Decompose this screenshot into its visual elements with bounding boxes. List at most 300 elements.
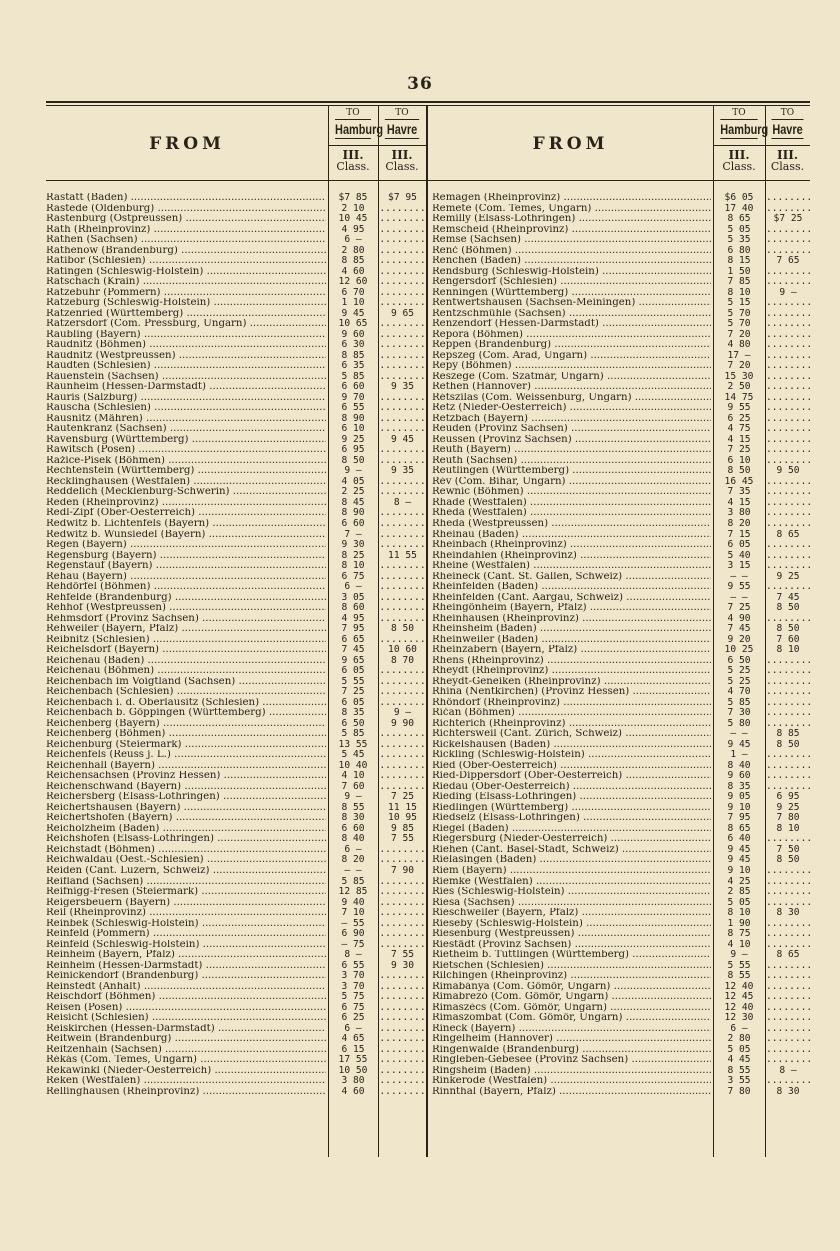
hamburg-fare: 8 25 — [341, 549, 365, 561]
havre-fare: 9 25 — [776, 570, 800, 582]
table-row — [46, 1013, 426, 1024]
table-row — [432, 360, 813, 372]
havre-fare: ........ — [766, 1043, 813, 1055]
hamburg-fare: 4 60 — [341, 1085, 365, 1097]
table-row — [46, 940, 426, 951]
havre-fare: ........ — [379, 854, 426, 866]
station-name: Reszege (Com. Szatmár, Ungarn) ..... — [432, 372, 711, 383]
havre-fare: 10 95 — [388, 812, 417, 824]
havre-fare: ........ — [379, 1075, 426, 1087]
hamburg-fare: 3 15 — [727, 560, 751, 572]
station-name: Rekawinkl (Nieder-Oesterreich) ..... — [46, 1066, 326, 1077]
havre-fare: $7 95 — [388, 192, 417, 203]
havre-fare: ........ — [379, 560, 426, 572]
table-row — [432, 234, 813, 246]
havre-fare: ........ — [379, 886, 426, 898]
hamburg-fare: 5 85 — [341, 728, 365, 740]
station-name: Rheinzabern (Bayern, Pfalz) ..... — [432, 645, 711, 656]
table-row — [46, 498, 426, 509]
havre-fare: ........ — [379, 528, 426, 540]
havre-fare: ........ — [379, 843, 426, 855]
havre-fare: ........ — [379, 265, 426, 277]
table-row — [46, 267, 426, 278]
hamburg-fare: 12 40 — [724, 980, 754, 992]
table-row — [46, 477, 426, 488]
table-row — [432, 603, 810, 614]
havre-fare: ........ — [379, 1033, 426, 1045]
station-name: Rilchingen (Rheinprovinz) ..... — [432, 971, 711, 982]
station-name: Rhöndorf (Rheinprovinz) ..... — [432, 698, 711, 709]
station-name: Rehweiler (Bayern, Pfalz) ..... — [46, 624, 326, 635]
havre-fare: ........ — [766, 780, 813, 792]
table-row — [432, 412, 813, 425]
station-name: Rethen (Hannover) ..... — [432, 382, 711, 393]
station-name: Ried (Ober-Oesterreich) ..... — [432, 761, 711, 772]
hamburg-fare: 6 75 — [341, 570, 365, 582]
havre-fare: ........ — [379, 770, 426, 782]
hamburg-fare: 4 65 — [341, 1033, 365, 1045]
station-name: Rheineck (Cant. St. Gallen, Schweiz) ..... — [432, 572, 711, 583]
hamburg-fare: 8 65 — [727, 213, 751, 225]
header-bottom-rule — [46, 180, 810, 181]
station-name: Řewnic (Böhmen) ..... — [432, 487, 711, 498]
havre-fare: ........ — [379, 917, 426, 929]
table-row — [46, 372, 426, 383]
table-row — [46, 246, 426, 257]
table-row — [46, 750, 426, 761]
hamburg-fare: 8 — — [344, 949, 362, 961]
table-row — [432, 833, 813, 845]
hamburg-fare: 6 30 — [341, 339, 365, 351]
table-row — [432, 530, 810, 541]
table-row — [432, 307, 813, 320]
table-row — [46, 456, 426, 467]
station-name: Raubling (Bayern) ..... — [46, 330, 326, 341]
havre-fare: ........ — [766, 276, 813, 288]
hamburg-fare: 8 90 — [341, 412, 365, 424]
havre-fare: ........ — [379, 349, 426, 361]
hamburg-fare: 9 55 — [727, 402, 751, 414]
table-row — [46, 1066, 426, 1077]
station-name: Rheinfelden (Baden) ..... — [432, 582, 711, 593]
hamburg-fare: 9 55 — [727, 581, 751, 593]
station-name: Rehmsdorf (Provinz Sachsen) ..... — [46, 614, 326, 625]
hamburg-fare: 4 10 — [341, 770, 365, 782]
station-name: Rhina (Nentkirchen) (Provinz Hessen) ..... — [432, 687, 711, 698]
havre-fare: ........ — [379, 728, 426, 740]
hamburg-fare: 9 45 — [727, 843, 751, 855]
station-name: Redl-Zipf (Ober-Oesterreich) ..... — [46, 508, 326, 519]
station-name: Regensburg (Bayern) ..... — [46, 551, 326, 562]
table-row — [46, 225, 426, 236]
hamburg-fare: 9 70 — [341, 391, 365, 403]
hamburg-fare: 9 25 — [341, 433, 365, 445]
havre-fare: ........ — [766, 1012, 813, 1024]
hamburg-fare: 3 70 — [341, 980, 365, 992]
hamburg-fare: 9 30 — [341, 539, 365, 551]
havre-fare: ........ — [766, 875, 813, 887]
station-name: Rendsburg (Schleswig-Holstein) ..... — [432, 267, 711, 278]
hamburg-fare: 9 65 — [341, 654, 365, 666]
table-row — [46, 855, 426, 866]
hamburg-fare: 5 55 — [727, 959, 751, 971]
station-name: Rimaszombat (Com. Gömör, Ungarn) ..... — [432, 1013, 711, 1024]
havre-fare: ........ — [379, 665, 426, 677]
table-row — [46, 603, 426, 614]
havre-fare: $7 25 — [773, 213, 803, 225]
table-row — [46, 466, 426, 477]
table-row — [46, 719, 426, 730]
hamburg-fare: 2 25 — [341, 486, 365, 498]
table-row — [46, 551, 426, 562]
havre-fare: 6 95 — [776, 791, 800, 803]
havre-fare: 9 50 — [776, 465, 800, 477]
station-name: Remscheid (Rheinprovinz) ..... — [432, 225, 711, 236]
havre-fare: 9 85 — [390, 822, 415, 834]
table-row — [46, 614, 426, 625]
havre-fare: ........ — [766, 234, 813, 246]
havre-fare: ........ — [766, 1075, 813, 1087]
station-name: Riedlingen (Württemberg) ..... — [432, 803, 711, 814]
station-name: Rheydt-Geneiken (Rheinprovinz) ..... — [432, 677, 711, 688]
hamburg-fare: 9 45 — [727, 738, 751, 750]
table-row — [432, 454, 813, 467]
hamburg-fare: 7 25 — [727, 444, 751, 456]
table-row — [432, 624, 810, 635]
havre-fare: ........ — [379, 370, 426, 382]
hamburg-fare: 5 80 — [727, 717, 751, 729]
station-name: Reichensachsen (Provinz Hessen) ..... — [46, 771, 326, 782]
station-name: Ratschach (Krain) ..... — [46, 277, 326, 288]
station-name: Regen (Bayern) ..... — [46, 540, 326, 551]
table-row — [432, 223, 813, 236]
station-name: Ried-Dippersdorf (Ober-Oesterreich) ..... — [432, 771, 711, 782]
havre-fare: ........ — [766, 560, 813, 572]
havre-fare: ........ — [766, 265, 813, 277]
table-row — [432, 192, 813, 204]
havre-fare: ........ — [379, 507, 426, 519]
table-row — [432, 928, 813, 940]
table-row — [432, 780, 813, 793]
hamburg-fare: 8 65 — [727, 822, 751, 834]
hamburg-fare: 5 35 — [727, 234, 751, 246]
hamburg-fare: 12 30 — [724, 1012, 754, 1024]
havre-fare: ........ — [379, 749, 426, 761]
table-row — [46, 593, 426, 604]
table-row — [432, 696, 813, 709]
hamburg-fare: 6 05 — [341, 665, 365, 677]
havre-fare: ........ — [766, 1033, 813, 1045]
hamburg-fare: 5 40 — [727, 549, 751, 561]
hamburg-fare: 4 80 — [727, 339, 751, 351]
havre-fare: 10 60 — [388, 644, 417, 656]
hamburg-fare: 9 40 — [341, 896, 365, 908]
station-name: Rathenow (Brandenburg) ..... — [46, 246, 326, 257]
hamburg-fare: 1 10 — [341, 297, 365, 309]
table-row — [46, 256, 426, 267]
havre-fare: ........ — [766, 423, 813, 435]
havre-fare: ........ — [766, 454, 813, 466]
table-row — [46, 508, 426, 519]
table-row — [46, 803, 426, 814]
hamburg-fare: 12 85 — [338, 886, 368, 898]
hamburg-fare: 7 10 — [341, 907, 365, 919]
station-name: Retzbach (Bayern) ..... — [432, 414, 711, 425]
hamburg-fare: 5 75 — [341, 991, 365, 1003]
station-name: Reppen (Brandenburg) ..... — [432, 340, 711, 351]
table-row — [432, 770, 813, 782]
havre-fare: ........ — [379, 1022, 426, 1034]
hamburg-fare: 4 10 — [727, 938, 751, 950]
table-row — [46, 740, 426, 751]
hamburg-fare: 7 45 — [341, 644, 365, 656]
table-row — [432, 339, 813, 351]
table-row — [46, 330, 426, 341]
station-name: Repszeg (Com. Arad, Ungarn) ..... — [432, 351, 711, 362]
table-row — [432, 908, 810, 919]
table-row — [46, 288, 426, 299]
hamburg-header: TO Hamburg III. Class. — [328, 106, 378, 180]
hamburg-fare: 8 15 — [727, 255, 751, 267]
table-row — [432, 865, 813, 877]
table-row — [46, 1045, 426, 1056]
table-row — [46, 782, 426, 793]
station-name: Ražice-Pisek (Böhmen) ..... — [46, 456, 326, 467]
hamburg-fare: 5 05 — [727, 223, 751, 235]
havre-fare: ........ — [379, 297, 426, 309]
station-name: Regenstauf (Bayern) ..... — [46, 561, 326, 572]
station-name: Reuden (Provinz Sachsen) ..... — [432, 424, 711, 435]
havre-fare: ........ — [379, 970, 426, 982]
station-name: Reichersberg (Elsass-Lothringen) ..... — [46, 792, 326, 803]
station-name: Rév (Com. Bihar, Ungarn) ..... — [432, 477, 711, 488]
hamburg-fare: 3 80 — [341, 1075, 365, 1087]
station-name: Reinfeld (Pommern) ..... — [46, 929, 326, 940]
hamburg-fare: 6 60 — [341, 517, 365, 529]
table-row — [432, 813, 810, 824]
hamburg-fare: 6 05 — [727, 539, 751, 551]
hamburg-fare: 5 85 — [341, 875, 365, 887]
havre-fare: ........ — [766, 318, 813, 330]
table-row — [432, 581, 813, 593]
havre-header: TO Havre III. Class. — [378, 106, 426, 180]
havre-fare: 11 15 — [388, 801, 417, 813]
havre-fare: 9 35 — [390, 381, 415, 393]
havre-fare: ........ — [766, 244, 813, 256]
hamburg-fare: 9 — — [344, 791, 362, 803]
table-row — [432, 349, 813, 362]
table-row — [46, 277, 426, 288]
havre-fare: 7 25 — [390, 791, 415, 803]
hamburg-fare: 4 95 — [341, 223, 365, 235]
table-row — [432, 560, 813, 572]
table-row — [46, 677, 426, 688]
station-name: Reddelich (Mecklenburg-Schwerin) ..... — [46, 487, 326, 498]
hamburg-fare: — 55 — [341, 917, 365, 929]
havre-fare: ........ — [379, 475, 426, 487]
hamburg-fare: 8 35 — [341, 707, 365, 719]
havre-fare: ........ — [379, 1064, 426, 1076]
havre-fare: ........ — [766, 717, 813, 729]
havre-fare: ........ — [766, 675, 813, 687]
table-row — [46, 971, 426, 982]
table-row — [46, 403, 426, 414]
havre-fare: ........ — [379, 444, 426, 456]
station-name: Retz (Nieder-Oesterreich) ..... — [432, 403, 711, 414]
hamburg-fare: 1 — — [730, 749, 748, 761]
hamburg-fare: 5 85 — [341, 370, 365, 382]
table-row — [432, 1087, 810, 1098]
table-row — [432, 391, 813, 404]
havre-fare: ........ — [379, 454, 426, 466]
station-name: Rheydt (Rheinprovinz) ..... — [432, 666, 711, 677]
station-name: Ries (Schleswig-Holstein) ..... — [432, 887, 711, 898]
hamburg-fare: 6 50 — [727, 654, 751, 666]
havre-fare: 8 50 — [776, 738, 800, 750]
havre-fare: 7 55 — [390, 949, 415, 961]
table-row — [432, 855, 810, 866]
station-name: Remete (Com. Temes, Ungarn) ..... — [432, 204, 711, 215]
hamburg-fare: 6 25 — [341, 1012, 365, 1024]
havre-fare: ........ — [766, 328, 813, 340]
hamburg-fare: 2 85 — [727, 886, 751, 898]
station-name: Reibnitz (Schlesien) ..... — [46, 635, 326, 646]
hamburg-fare: 10 65 — [338, 318, 368, 330]
hamburg-fare: 8 40 — [341, 833, 365, 845]
station-name: Reichstadt (Böhmen) ..... — [46, 845, 326, 856]
hamburg-fare: 10 45 — [338, 213, 368, 225]
hamburg-fare: 5 15 — [727, 297, 751, 309]
station-name: Reichertshofen (Bayern) ..... — [46, 813, 326, 824]
table-row — [432, 959, 813, 972]
havre-fare: 8 50 — [776, 854, 800, 866]
station-name: Reichenberg (Böhmen) ..... — [46, 729, 326, 740]
hamburg-fare: 4 05 — [341, 475, 365, 487]
havre-fare: 9 35 — [390, 465, 415, 477]
hamburg-fare: 9 — — [730, 949, 748, 961]
station-name: Reisen (Posen) ..... — [46, 1003, 326, 1014]
station-name: Rielasingen (Baden) ..... — [432, 855, 711, 866]
hamburg-fare: 7 60 — [341, 780, 365, 792]
station-name: Rehdörfel (Böhmen) ..... — [46, 582, 326, 593]
table-row — [46, 572, 426, 583]
table-row — [432, 593, 810, 604]
hamburg-fare: 8 55 — [341, 801, 365, 813]
station-name: Ringenwalde (Brandenburg) ..... — [432, 1045, 711, 1056]
station-name: Rheinfelden (Cant. Aargau, Schweiz) ..... — [432, 593, 711, 604]
station-name: Rickling (Schleswig-Holstein) ..... — [432, 750, 711, 761]
hamburg-fare: 8 45 — [341, 496, 365, 508]
havre-fare: 7 90 — [390, 865, 415, 876]
havre-fare: ........ — [379, 339, 426, 351]
table-row — [46, 908, 426, 919]
table-row — [46, 340, 426, 351]
havre-fare: ........ — [379, 633, 426, 645]
hamburg-fare: 5 25 — [727, 665, 751, 677]
station-name: Reichenbach im Voigtland (Sachsen) ..... — [46, 677, 326, 688]
havre-fare: 8 65 — [776, 949, 800, 961]
table-row — [46, 687, 426, 698]
table-row — [432, 886, 813, 898]
station-name: Rhade (Westfalen) ..... — [432, 498, 711, 509]
station-name: Reinickendorf (Brandenburg) ..... — [46, 971, 326, 982]
station-name: Rehau (Bayern) ..... — [46, 572, 326, 583]
table-row — [432, 875, 813, 888]
hamburg-fare: 6 — — [730, 1022, 748, 1034]
hamburg-fare: — 75 — [341, 938, 365, 950]
havre-fare: ........ — [766, 349, 813, 361]
havre-fare: ........ — [766, 539, 813, 551]
station-name: Rieschweiler (Bayern, Pfalz) ..... — [432, 908, 711, 919]
havre-fare: ........ — [766, 886, 813, 898]
hamburg-fare: 6 50 — [341, 717, 365, 729]
hamburg-fare: 12 45 — [724, 991, 754, 1003]
table-row — [432, 950, 810, 961]
havre-fare: 7 60 — [776, 633, 800, 645]
table-row — [46, 961, 426, 972]
havre-fare: ........ — [766, 1022, 813, 1034]
station-name: Reden (Rheinprovinz) ..... — [46, 498, 326, 509]
table-row — [432, 517, 813, 530]
table-row — [432, 740, 810, 751]
table-row — [432, 572, 810, 583]
station-name: Rawitsch (Posen) ..... — [46, 445, 326, 456]
havre-fare: ........ — [766, 223, 813, 235]
havre-fare: 8 50 — [776, 623, 800, 635]
hamburg-fare: 15 30 — [724, 370, 754, 382]
table-row — [432, 686, 813, 698]
station-name: Rastatt (Baden) ..... — [46, 193, 326, 204]
havre-fare: 9 90 — [390, 717, 415, 729]
hamburg-fare: 6 80 — [727, 244, 751, 256]
station-name: Rétszilas (Com. Weissenburg, Ungarn) ..... — [432, 393, 711, 404]
table-row — [432, 1043, 813, 1056]
station-name: Rausnitz (Mähren) ..... — [46, 414, 326, 425]
hamburg-fare: 3 80 — [727, 507, 751, 519]
table-row — [432, 265, 813, 278]
table-row — [46, 824, 426, 835]
havre-fare: ........ — [379, 1012, 426, 1024]
table-row — [432, 1033, 813, 1045]
havre-fare: 9 — — [779, 286, 797, 298]
hamburg-fare: 7 15 — [727, 528, 751, 540]
havre-fare: ........ — [766, 686, 813, 698]
havre-fare: ........ — [766, 433, 813, 445]
station-name: Reitzenhain (Sachsen) ..... — [46, 1045, 326, 1056]
station-name: Reichenbach (Schlesien) ..... — [46, 687, 326, 698]
hamburg-fare: 8 85 — [341, 255, 365, 267]
havre-fare: ........ — [379, 412, 426, 424]
hamburg-fare: 6 — — [344, 234, 362, 246]
station-name: Redwitz b. Lichtenfels (Bayern) ..... — [46, 519, 326, 530]
havre-fare: ........ — [766, 707, 813, 719]
havre-fare: 7 65 — [776, 255, 800, 267]
havre-fare: 9 65 — [390, 307, 415, 319]
station-name: Říčan (Böhmen) ..... — [432, 708, 711, 719]
station-name: Reichenau (Baden) ..... — [46, 656, 326, 667]
havre-fare: ........ — [379, 1043, 426, 1055]
table-row — [46, 1087, 426, 1098]
station-name: Ringelheim (Hannover) ..... — [432, 1034, 711, 1045]
havre-fare: ........ — [766, 496, 813, 508]
hamburg-fare: 4 90 — [727, 612, 751, 624]
column-divider-center — [426, 105, 428, 1157]
table-row — [46, 771, 426, 782]
havre-fare: ........ — [766, 412, 813, 424]
table-row — [46, 424, 426, 435]
station-name: Raunheim (Hessen-Darmstadt) ..... — [46, 382, 326, 393]
station-name: Rheda (Westpreussen) ..... — [432, 519, 711, 530]
